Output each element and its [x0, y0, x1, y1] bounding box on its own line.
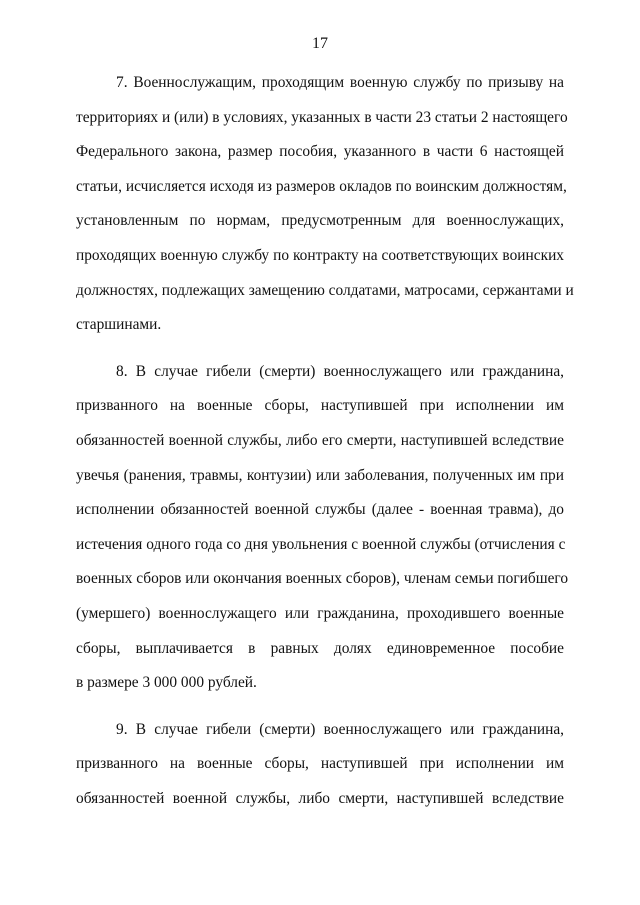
text-line: должностях, подлежащих замещению солдатами, матросами, сержантами и [76, 281, 574, 299]
paragraph-8 [76, 355, 569, 701]
text-line: установленным по нормам, предусмотренным для военнослужащих, [76, 212, 564, 230]
paragraph-gap [76, 343, 564, 355]
document-body [76, 66, 574, 816]
text-line: призванного на военные сборы, наступившей при исполнении им [76, 397, 564, 415]
text-line: сборы, выплачивается в равных долях единовременное пособие [76, 639, 564, 657]
paragraph-7 [76, 66, 574, 343]
text-line: обязанностей военной службы, либо смерти, наступившей вследствие [76, 789, 564, 807]
text-line: 7. Военнослужащим, проходящим военную службу по призыву на [116, 74, 564, 91]
page-number: 17 [312, 35, 328, 52]
paragraph-9 [76, 713, 564, 817]
text-line: увечья (ранения, травмы, контузии) или заболевания, полученных им при [76, 466, 564, 484]
text-line: статьи, исчисляется исходя из размеров окладов по воинским должностям, [76, 177, 567, 195]
text-line: в размере 3 000 000 рублей. [76, 674, 257, 692]
text-line: 9. В случае гибели (смерти) военнослужащего или гражданина, [116, 720, 564, 738]
text-line: Федерального закона, размер пособия, указанного в части 6 настоящей [76, 143, 564, 161]
text-line: 8. В случае гибели (смерти) военнослужащего или гражданина, [116, 362, 564, 380]
text-line: проходящих военную службу по контракту на соответствующих воинских [76, 246, 564, 264]
text-line: истечения одного года со дня увольнения с военной службы (отчисления с [76, 535, 566, 553]
text-line: призванного на военные сборы, наступившей при исполнении им [76, 755, 564, 773]
text-line: старшинами. [76, 316, 162, 334]
paragraph-gap [76, 701, 564, 713]
text-line: военных сборов или окончания военных сборов), членам семьи погибшего [76, 570, 569, 588]
text-line: территориях и (или) в условиях, указанных в части 23 статьи 2 настоящего [76, 108, 568, 126]
text-line: (умершего) военнослужащего или гражданина, проходившего военные [76, 604, 564, 622]
text-line: исполнении обязанностей военной службы (далее - военная травма), до [76, 501, 564, 519]
text-line: обязанностей военной службы, либо его смерти, наступившей вследствие [76, 431, 564, 449]
